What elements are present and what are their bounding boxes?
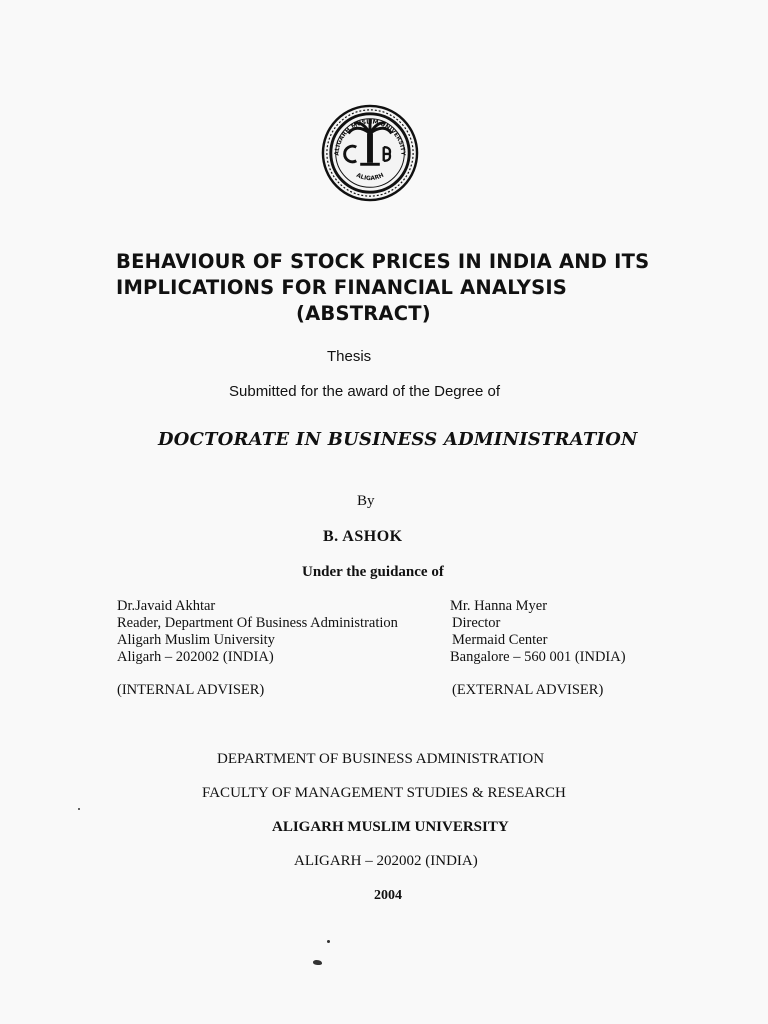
degree-name: DOCTORATE IN BUSINESS ADMINISTRATION (158, 430, 638, 450)
university-city: ALIGARH – 202002 (INDIA) (294, 853, 478, 869)
external-adviser-role: (EXTERNAL ADVISER) (452, 682, 604, 698)
by-label: By (357, 493, 375, 509)
svg-text:ALIGARH MUSLIM UNIVERSITY: ALIGARH MUSLIM UNIVERSITY (334, 119, 406, 156)
internal-adviser-block (117, 598, 398, 666)
scan-speck (327, 940, 330, 943)
external-adviser-institution: Mermaid Center (452, 632, 548, 648)
internal-adviser-role: (INTERNAL ADVISER) (117, 682, 265, 698)
faculty-name: FACULTY OF MANAGEMENT STUDIES & RESEARCH (202, 785, 566, 801)
author-name: B. ASHOK (323, 528, 403, 545)
scan-speck (78, 808, 80, 810)
submission-year: 2004 (374, 888, 402, 903)
title-line-2: IMPLICATIONS FOR FINANCIAL ANALYSIS (116, 276, 568, 299)
guidance-label: Under the guidance of (302, 564, 444, 580)
department-name: DEPARTMENT OF BUSINESS ADMINISTRATION (217, 751, 545, 767)
external-adviser-block (450, 598, 626, 666)
title-line-1: BEHAVIOUR OF STOCK PRICES IN INDIA AND ITS (116, 250, 650, 273)
internal-adviser-name: Dr.Javaid Akhtar (117, 598, 216, 614)
title-line-3: (ABSTRACT) (296, 302, 431, 325)
scan-speck (313, 960, 322, 965)
external-adviser-address: Bangalore – 560 001 (INDIA) (450, 649, 626, 665)
internal-adviser-institution: Aligarh Muslim University (117, 632, 275, 648)
university-seal-icon (321, 104, 419, 202)
submitted-text: Submitted for the award of the Degree of (229, 383, 500, 400)
thesis-title (116, 249, 676, 327)
internal-adviser-designation: Reader, Department Of Business Administration (117, 615, 398, 631)
external-adviser-name: Mr. Hanna Myer (450, 598, 548, 614)
thesis-label: Thesis (327, 348, 372, 365)
internal-adviser-address: Aligarh – 202002 (INDIA) (117, 649, 274, 665)
external-adviser-designation: Director (452, 615, 501, 631)
svg-text:ALIGARH: ALIGARH (355, 172, 385, 183)
university-name: ALIGARH MUSLIM UNIVERSITY (272, 819, 509, 835)
